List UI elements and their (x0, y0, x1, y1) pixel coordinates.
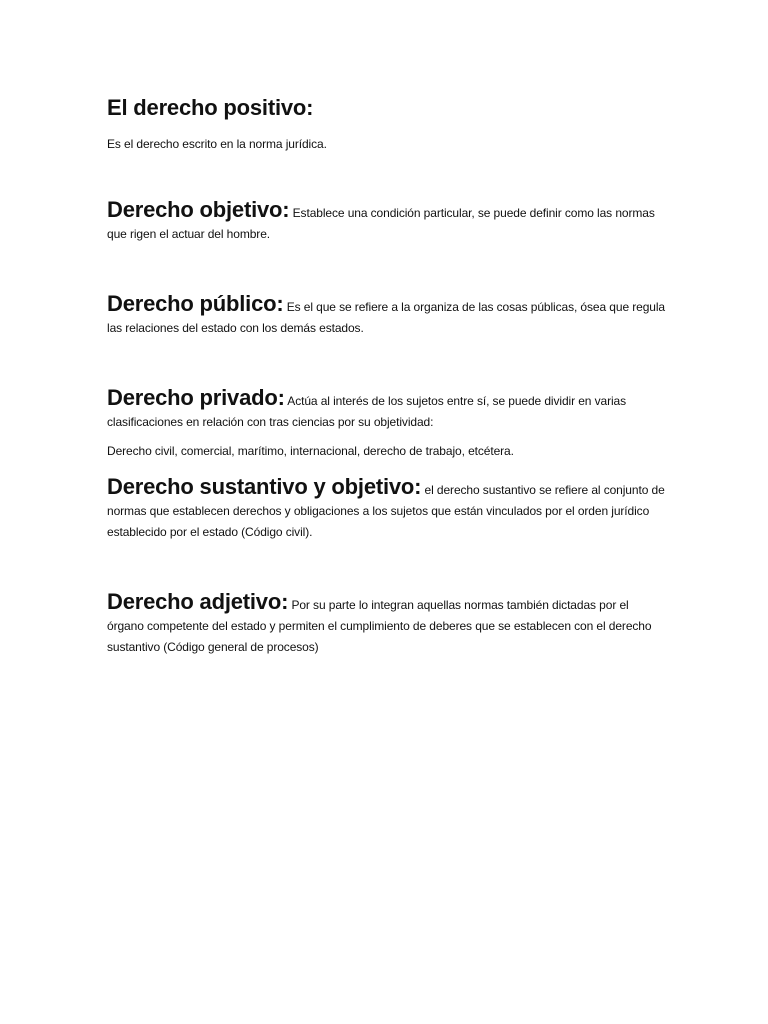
section-derecho-sustantivo (107, 476, 668, 543)
section-text: Establece una condición particular, se puede definir como las normas que rigen el actuar del hombre. (107, 206, 655, 241)
page-title: El derecho positivo: (107, 95, 314, 120)
section-text: Es el que se refiere a la organiza de las cosas públicas, ósea que regula las relaciones del estado con los demás estados. (107, 300, 666, 335)
section-text: el derecho sustantivo se refiere al conjunto de normas que establecen derechos y obligaciones a los sujetos que están vinculados por el orden jurídico establecido por el estado (Código civil). (107, 483, 665, 539)
section-term: Derecho adjetivo: (107, 589, 289, 614)
section-term: Derecho público: (107, 291, 284, 316)
section-term: Derecho objetivo: (107, 197, 290, 222)
section-derecho-privado-list: Derecho civil, comercial, marítimo, internacional, derecho de trabajo, etcétera. (107, 444, 514, 458)
section-text: Por su parte lo integran aquellas normas también dictadas por el órgano competente del estado y permiten el cumplimiento de deberes que se establecen con el derecho sustantivo (Código general de procesos) (107, 598, 652, 654)
section-term: Derecho privado: (107, 385, 285, 410)
section-derecho-privado (107, 387, 668, 433)
section-text: Actúa al interés de los sujetos entre sí, se puede dividir en varias clasificaciones en relación con tras ciencias por su objetividad: (107, 394, 627, 429)
intro-paragraph: Es el derecho escrito en la norma jurídica. (107, 137, 327, 151)
section-derecho-publico (107, 293, 668, 339)
section-term: Derecho sustantivo y objetivo: (107, 474, 422, 499)
section-derecho-adjetivo (107, 591, 668, 658)
section-derecho-objetivo (107, 199, 668, 245)
